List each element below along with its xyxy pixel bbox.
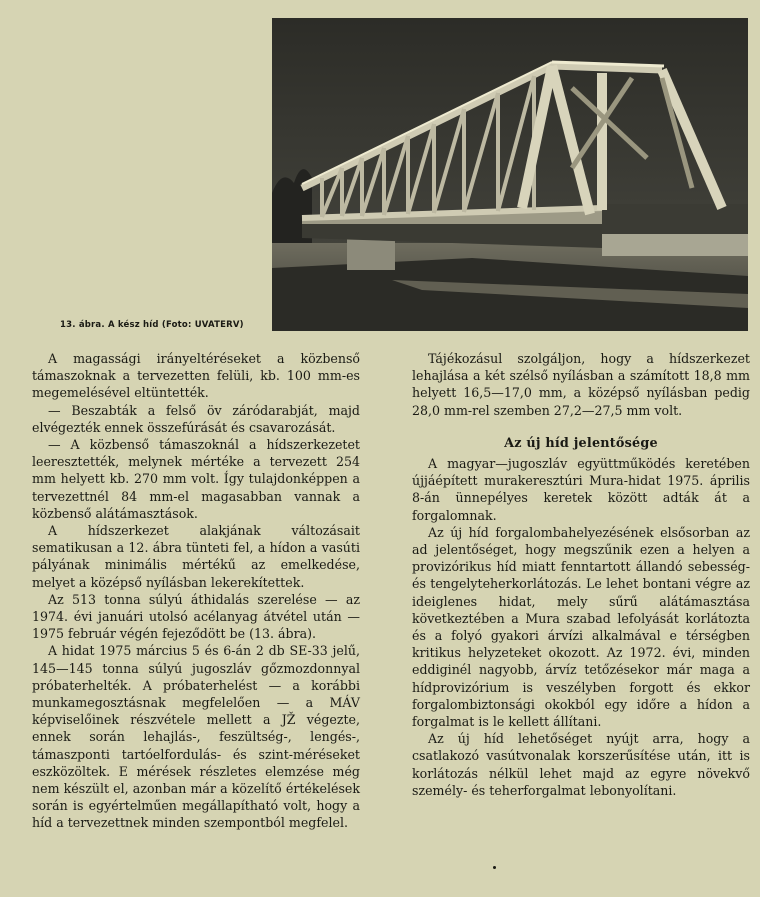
section-heading: Az új híd jelentősége xyxy=(504,435,658,451)
paragraph: Az új híd lehetőséget nyújt arra, hogy a csatlakozó vasútvonalak korszerűsítése után, itt is korlátozás nélkül lehet majd az egyre növekvő személy- és teherforgalmat lebonyolítani. xyxy=(412,731,750,798)
left-column xyxy=(32,350,360,832)
paragraph: — A közbenső támaszoknál a hídszerkezetet leeresztették, melynek mértéke a tervezett 254 mm helyett kb. 270 mm volt. Így tulajdonképpen a tervezettnél 84 mm-el magasabban vannak a közbenső alátámasztások. xyxy=(32,437,360,521)
paragraph: — Beszabták a felső öv záródarabját, majd elvégezték ennek összefúrását és csavarozását. xyxy=(32,402,360,435)
figure-caption: 13. ábra. A kész híd (Foto: UVATERV) xyxy=(60,320,244,330)
paragraph: A magassági irányeltéréseket a közbenső támaszoknak a tervezetten felüli, kb. 100 mm-es megemelésével eltüntették. xyxy=(32,351,360,401)
paragraph: A hídszerkezet alakjának változásait sematikusan a 12. ábra tünteti fel, a hídon a vasúti pályának minimális mértékű az emelkedése, melyet a középső nyílásban lekerekítettek. xyxy=(32,523,360,590)
bridge-photo xyxy=(272,18,748,331)
paragraph: A magyar—jugoszláv együttműködés keretében újjáépített murakeresztúri Mura-hidat 1975. április 8-án ünnepélyes keretek között adták át a forgalomnak. xyxy=(412,456,750,523)
paragraph: Az 513 tonna súlyú áthidalás szerelése — az 1974. évi januári utolsó acélanyag átvétel után — 1975 február végén fejeződött be (13. ábra). xyxy=(32,591,360,642)
truss-bridge-illustration xyxy=(272,18,748,331)
paragraph: Az új híd forgalombahelyezésének elsősorban az ad jelentőséget, hogy megszűnik ezen a helyen a provizórikus híd miatt fenntartott állandó sebesség- és tengelyteherkorlátozás. Le lehet bontani végre az ideiglenes hidat, mely sűrű alátámasztása következtében a Mura szabad lefolyását korlátozta és a folyó gyakori árvízi alkalmával e térségben kritikus helyzeteket okozott. Az 1972. évi, minden eddiginél nagyobb, árvíz tetőzésekor már maga a hídprovizórium is veszélyben forgott és ekkor forgalombiztonsági okokból egy időre a hídon a forgalmat is le kellett állítani. xyxy=(412,524,750,730)
right-column xyxy=(412,350,750,799)
paragraph: A hidat 1975 március 5 és 6-án 2 db SE-33 jelű, 145—145 tonna súlyú jugoszláv gőzmozdonnyal próbaterhelték. A próbaterhelést — a korábbi munkamegosztásnak megfelelően — a MÁV képviselőinek részvétele mellett a JŽ végezte, ennek során lehajlás-, feszültség-, lengés-, támaszponti tartóelfordulás- és szint-méréseket eszközöltek. E mérések részletes elemzése még nem készült el, azonban már a közelítő értékelések során is egyértelműen megállapítható volt, hogy a híd a tervezettnek minden szempontból megfelel. xyxy=(32,643,360,831)
paragraph: Tájékozásul szolgáljon, hogy a hídszerkezet lehajlása a két szélső nyílásban a számított 18,8 mm helyett 16,5—17,0 mm, a középső nyílásban pedig 28,0 mm-rel szemben 27,2—27,5 mm volt. xyxy=(412,351,750,418)
print-speck xyxy=(493,866,496,869)
